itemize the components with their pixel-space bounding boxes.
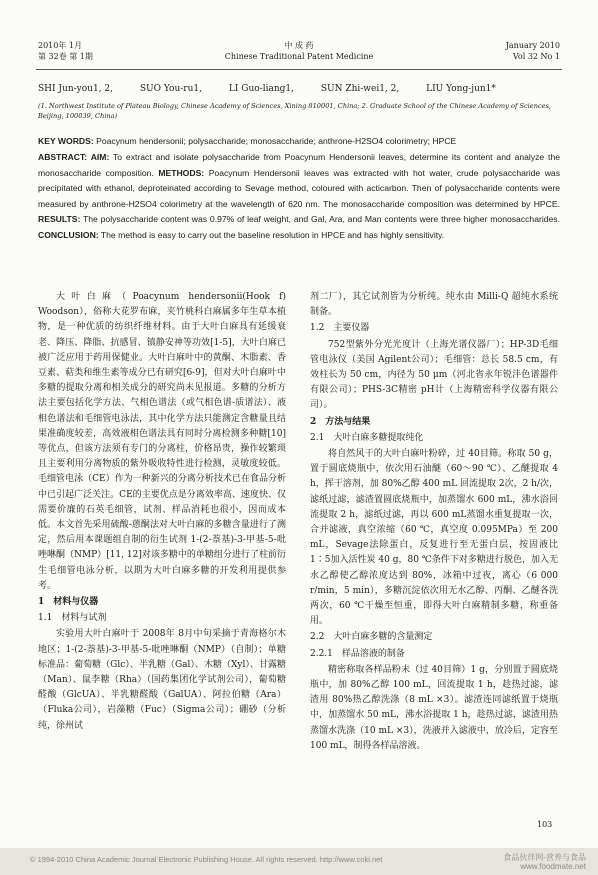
running-header (38, 40, 560, 70)
author: SUN Zhi-wei1, 2, (320, 84, 400, 94)
watermark (503, 853, 586, 871)
journal-name-cn: 中 成 药 (284, 41, 314, 50)
header-center (38, 40, 560, 62)
continued-paragraph: 剂二厂），其它试剂皆为分析纯。纯水由 Milli-Q 超纯水系统制备。 (310, 292, 558, 318)
section-heading: 2 方法与结果 (310, 416, 371, 427)
issue-date-cn: 2010年 1月 (38, 41, 82, 50)
author: LI Guo-liang1, (228, 84, 294, 94)
page-number: 103 (537, 820, 553, 829)
abstract-conclusion: The method is easy to carry out the baseline resolution in HPCE and has highly sensitivity. (100, 229, 445, 240)
subsection-heading: 2.2 大叶白麻多糖的含量测定 (310, 632, 433, 643)
body-column-right (310, 290, 558, 810)
subsection-heading: 2.1 大叶白麻多糖提取纯化 (310, 432, 424, 443)
subsubsection-heading: 2.2.1 样品溶液的制备 (310, 648, 405, 659)
subsection-heading: 1.2 主要仪器 (310, 323, 370, 334)
preparation-paragraph: 精密称取各样品粉末（过 40目筛）1 g，分别置于圆底烧瓶中，加 80%乙醇 100 mL，回流提取 1 h，趁热过滤，滤渣用 80%热乙醇洗涤（8 mL ×3）。滤渣连同滤纸置于烧瓶中，加蒸馏水 50 mL，沸水浴提取 1 h，趁热过滤，滤渣用热蒸馏水洗涤（10 mL ×3），洗液并入滤液中，放冷后，定容至 100 mL，制得各样品溶液。 (310, 664, 558, 751)
instruments-paragraph: 752型紫外分光光度计（上海光谱仪器厂）；HP-3D毛细管电泳仪（美国 Agilent公司）；毛细管：总长 58.5 cm，有效柱长为 50 cm，内径为 50 μm（河北省永年锐沣色谱器件有限公司）；PHS-3C精密 pH计（上海精密科学仪器有限公司）。 (310, 339, 558, 411)
author-affiliation: (1. Northwest Institute of Plateau Biology, Chinese Academy of Sciences, Xining 810001, China; 2. Graduate School of the Chinese Academy of Sciences, Beijing, 100039, China) (38, 102, 552, 120)
journal-name-en: Chinese Traditional Patent Medicine (224, 52, 374, 61)
abstract-conclusion-label: CONCLUSION: (38, 229, 99, 240)
extraction-paragraph: 将自然风干的大叶白麻叶粉碎，过 40目筛。称取 50 g，置于圆底烧瓶中，依次用石油醚（60～90 ℃）、乙醚提取 4 h，挥干溶剂，加 80%乙醇 400 mL 回流提取 2次，2 h/次，滤纸过滤，滤渣置圆底烧瓶中，加蒸馏水 600 mL，沸水浴回流提取 2 h，滤纸过滤，再以 600 mL蒸馏水重复提取一次，合并滤液，真空浓缩（60 ℃，真空度 0.095MPa）至 200 mL，Sevage法除蛋白，反复进行至无蛋白层，按固液比 1∶5加入活性炭 40 g，80 ℃条件下对多糖进行脱色，加入无水乙醇使乙醇浓度达到 80%，冰箱中过夜，离心（6 000 r/min，5 min），多糖沉淀依次用无水乙醇、丙酮、乙醚各洗两次，60 ℃干燥至恒重，即得大叶白麻精制多糖，称重备用。 (310, 449, 558, 627)
header-divider (36, 69, 562, 70)
footer-bar (0, 848, 598, 875)
issue-volume-en: Vol 32 No 1 (512, 52, 560, 61)
author: SUO You-ru1, (139, 84, 202, 94)
materials-paragraph: 实验用大叶白麻叶于 2008年 8月中旬采摘于青海格尔木地区；1-(2-萘基)-3-甲基-5-吡唑啉酮（NMP）（自制）；单糖标准品：葡萄糖（Glc）、半乳糖（Gal）、木糖（Xyl）、甘露糖（Man）、鼠李糖（Rha）（国药集团化学试剂公司），葡萄糖醛酸（GlcUA）、半乳糖醛酸（GalUA）、阿拉伯糖（Ara）（Fluka公司），岩藻糖（Fuc）（Sigma公司）；硼砂（分析纯，徐州试 (38, 629, 286, 731)
abstract-methods: Poacynum Hendersonii leaves was extracted with hot water, crude polysaccharide was precipitated with ethanol, deproteinated according to Sevage method, coloured with acticarbon. Then of polysaccharide contents were measured by anthrone-H2SO4 colorimetry at the wavelength of 620 nm. The monosaccharide composition was determined by HPCE. (38, 167, 560, 209)
subsection-heading: 1.1 材料与试剂 (38, 613, 107, 624)
abstract-results-label: RESULTS: (38, 214, 81, 224)
author: SHI Jun-you1, 2, (38, 84, 114, 94)
author-list (38, 84, 560, 94)
keywords (38, 134, 560, 150)
issue-date-en: January 2010 (505, 41, 560, 50)
body-column-left (38, 290, 286, 810)
intro-paragraph: 大叶白麻（Poacynum hendersonii(Hook f) Woodson），俗称大花罗布麻，夹竹桃科白麻属多年生草本植物，是一种优质的纺织纤维材料。由于大叶白麻具有延缓衰老、降压、降脂、抗感冒、镇静安神等功效[1-5]，大叶白麻已被广泛应用于药用保健业。大叶白麻叶中的黄酮、木脂素、香豆素、萜类和维生素等成分已有研究[6-9]，但对大叶白麻叶中多糖的提取分离和相关成分的研究尚未见报道。多糖的分析方法主要包括化学方法、气相色谱法（或气相色谱-质谱法）、液相色谱法和毛细管电泳法，其中化学方法只能测定含糖量且结果准确度较差，高效液相色谱法具有同时分离检测多种糖[10]等优点，但该方法须有专门的分离柱，价格昂贵，操作较繁琐且主要利用分离物质的紫外吸收特性进行检测，灵敏度较低。毛细管电泳（CE）作为一种新兴的分离分析技术已在食品分析中已引起广泛关注。CE的主要优点是分离效率高、速度快、仅需要价廉的石英毛细管，试剂、样品消耗也很小，因而成本低。本文首先采用硫酸-蒽酮法对大叶白麻的多糖含量进行了测定，然后用本课题组自制的衍生试剂 1-(2-萘基)-3-甲基-5-吡唑啉酮（NMP）[11, 12]对该多糖中的单糖组分进行了柱前衍生毛细管电泳分析，以期为大叶白麻多糖的开发利用提供参考。 (38, 292, 286, 591)
issue-volume-cn: 第 32卷 第 1期 (38, 52, 93, 61)
abstract-results: The polysaccharide content was 0.97% of leaf weight, and Gal, Ara, and Man contents were three higher monosaccharides. (83, 214, 560, 224)
watermark-url: www.foodmate.net (520, 862, 586, 871)
header-right (506, 40, 560, 62)
abstract-aim: To extract and isolate polysaccharide from Poacynum Hendersonii leaves, determine its content and analyze the monosaccharide composition. (38, 152, 561, 178)
abstract (38, 150, 560, 243)
copyright-notice: © 1994-2010 China Academic Journal Electronic Publishing House. All rights reserved. http://www.cnki.net (30, 855, 383, 864)
section-heading: 1 材料与仪器 (38, 597, 99, 608)
keywords-text: Poacynum hendersonii; polysaccharide; monosaccharide; anthrone-H2SO4 colorimetry; HPCE (96, 136, 457, 146)
abstract-methods-label: METHODS: (158, 167, 205, 178)
watermark-text: 食品伙伴网-营养与食品 (503, 853, 586, 862)
abstract-label: ABSTRACT: AIM: (38, 152, 110, 162)
keywords-label: KEY WORDS: (38, 136, 94, 146)
author: LIU Yong-jun1* (426, 84, 496, 94)
